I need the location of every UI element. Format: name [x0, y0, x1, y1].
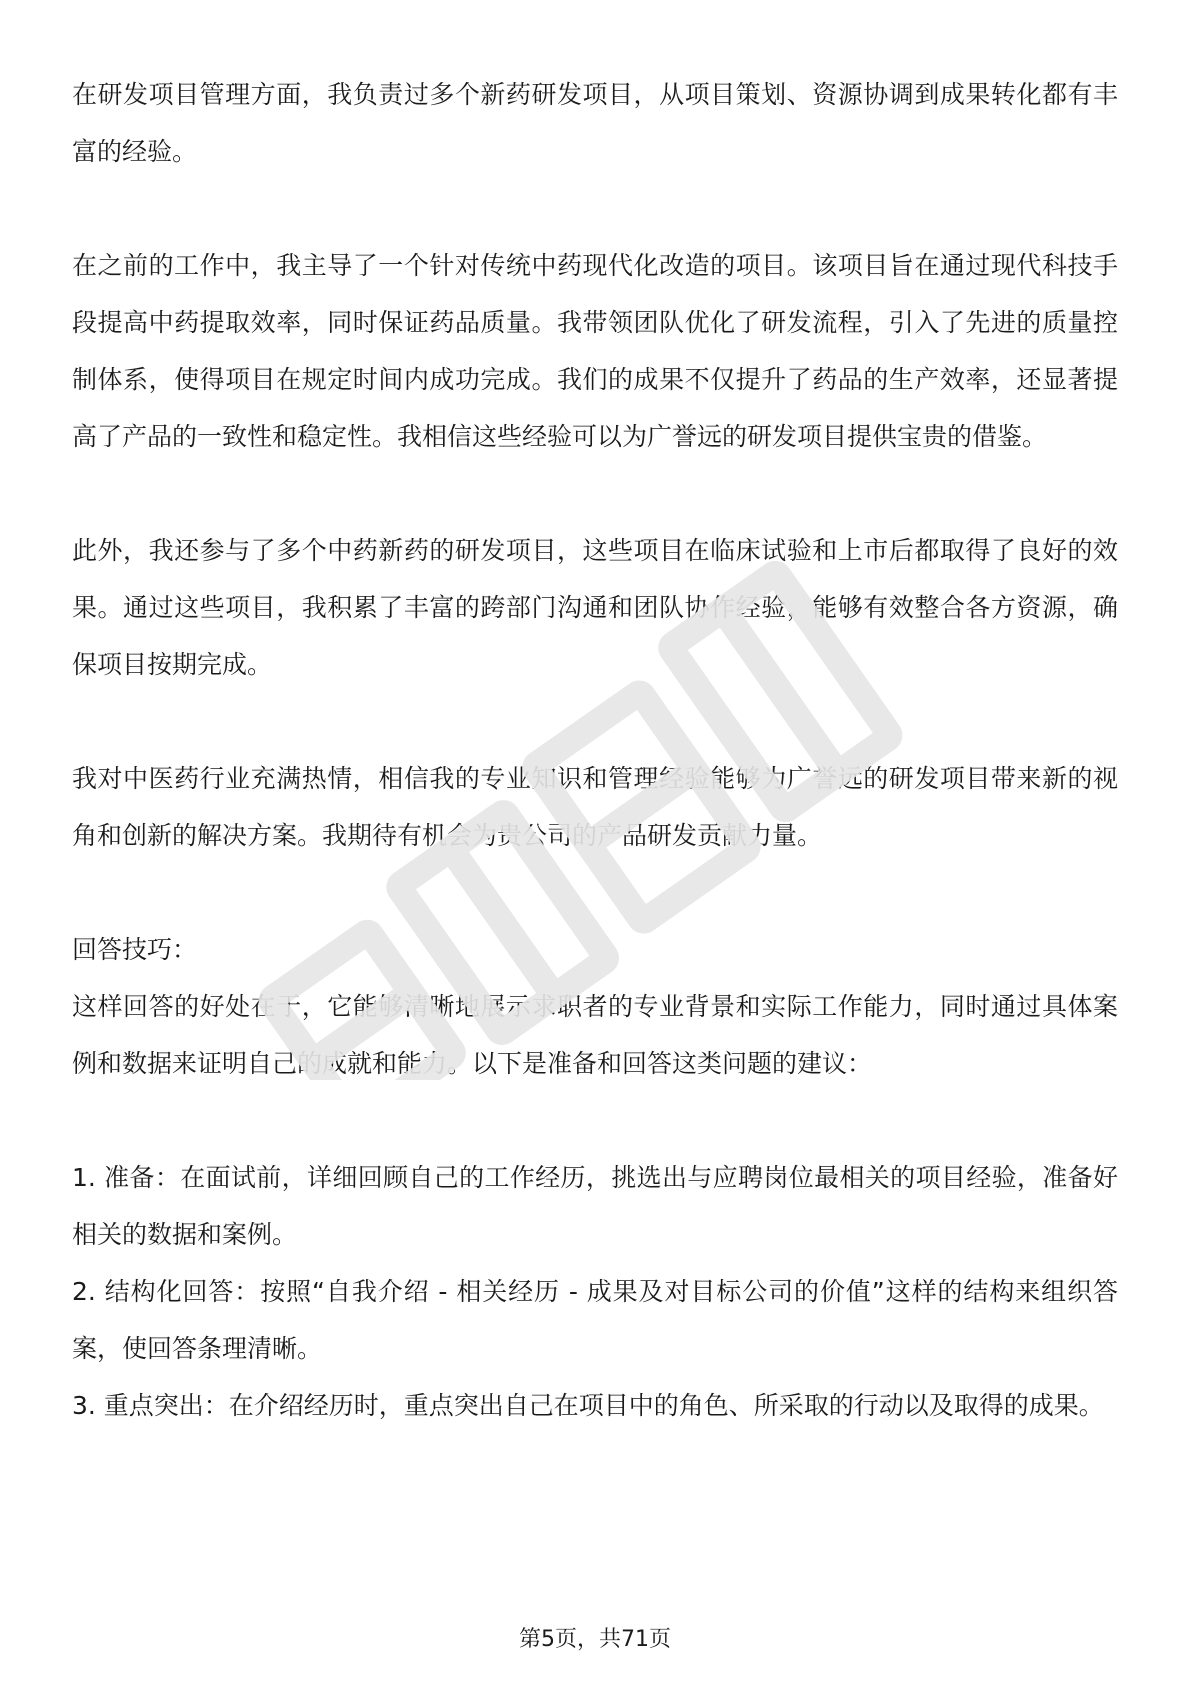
document-body — [72, 66, 1118, 1434]
tips-intro: 这样回答的好处在于，它能够清晰地展示求职者的专业背景和实际工作能力，同时通过具体案例和数据来证明自己的成就和能力。以下是准备和回答这类问题的建议： — [72, 992, 1118, 1078]
paragraph-tcm-modernization: 在之前的工作中，我主导了一个针对传统中药现代化改造的项目。该项目旨在通过现代科技手段提高中药提取效率，同时保证药品质量。我带领团队优化了研发流程，引入了先进的质量控制体系，使得项目在规定时间内成功完成。我们的成果不仅提升了药品的生产效率，还显著提高了产品的一致性和稳定性。我相信这些经验可以为广誉远的研发项目提供宝贵的借鉴。 — [72, 251, 1118, 451]
tips-list — [72, 1149, 1118, 1434]
paragraph-new-drug-projects: 此外，我还参与了多个中药新药的研发项目，这些项目在临床试验和上市后都取得了良好的效果。通过这些项目，我积累了丰富的跨部门沟通和团队协作经验，能够有效整合各方资源，确保项目按期完成。 — [72, 536, 1118, 679]
list-item: 3. 重点突出：在介绍经历时，重点突出自己在项目中的角色、所采取的行动以及取得的成果。 — [72, 1391, 1104, 1420]
list-item: 2. 结构化回答：按照“自我介绍 - 相关经历 - 成果及对目标公司的价值”这样的结构来组织答案，使回答条理清晰。 — [72, 1277, 1118, 1363]
paragraph-project-management: 在研发项目管理方面，我负责过多个新药研发项目，从项目策划、资源协调到成果转化都有丰富的经验。 — [72, 80, 1118, 166]
page-number: 第5页，共71页 — [519, 1627, 671, 1652]
list-item: 1. 准备：在面试前，详细回顾自己的工作经历，挑选出与应聘岗位最相关的项目经验，准备好相关的数据和案例。 — [72, 1163, 1118, 1249]
tips-heading: 回答技巧： — [72, 935, 198, 964]
paragraph-passion: 我对中医药行业充满热情，相信我的专业知识和管理经验能够为广誉远的研发项目带来新的视角和创新的解决方案。我期待有机会为贵公司的产品研发贡献力量。 — [72, 764, 1118, 850]
